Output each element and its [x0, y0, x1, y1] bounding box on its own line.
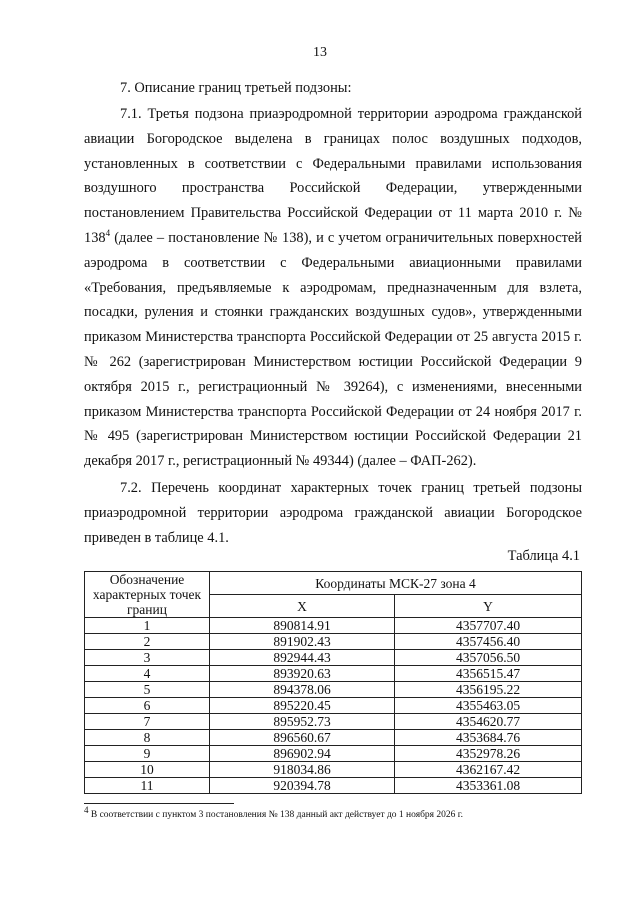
footnote: [84, 805, 584, 821]
cell-x: 918034.86: [210, 762, 395, 778]
table-row: [85, 682, 582, 698]
cell-point-number: 11: [85, 778, 210, 794]
table-row: [85, 634, 582, 650]
cell-y: 4357707.40: [395, 618, 582, 634]
cell-point-number: 1: [85, 618, 210, 634]
cell-point-number: 3: [85, 650, 210, 666]
cell-y: 4353684.76: [395, 730, 582, 746]
paragraph-7-1-text: 7.1. Третья подзона приаэродромной территории аэродрома гражданской авиации Богородское выделена в границах полос воздушных подходов, установленных в соответствии с Федеральными правилами использования воздушного пространства Российской Федерации, утвержденными постановлением Правительства Российской Федерации от 11 марта 2010 г. № 138: [84, 106, 582, 246]
table-row: [85, 730, 582, 746]
cell-y: 4352978.26: [395, 746, 582, 762]
cell-x: 895952.73: [210, 714, 395, 730]
cell-x: 893920.63: [210, 666, 395, 682]
cell-x: 895220.45: [210, 698, 395, 714]
paragraph-7-2: 7.2. Перечень координат характерных точек границ третьей подзоны приаэродромной территории аэродрома гражданской авиации Богородское приведен в таблице 4.1.: [84, 480, 582, 546]
cell-y: 4353361.08: [395, 778, 582, 794]
cell-point-number: 7: [85, 714, 210, 730]
table-row: [85, 666, 582, 682]
table-row: [85, 618, 582, 634]
footnote-separator: [84, 803, 234, 804]
cell-point-number: 4: [85, 666, 210, 682]
cell-y: 4355463.05: [395, 698, 582, 714]
cell-point-number: 10: [85, 762, 210, 778]
table-row: [85, 714, 582, 730]
cell-y: 4356515.47: [395, 666, 582, 682]
header-point-designation: Обозначение характерных точек границ: [85, 572, 210, 618]
page-number: 13: [313, 45, 327, 60]
table-row: [85, 698, 582, 714]
cell-point-number: 2: [85, 634, 210, 650]
footnote-text: В соответствии с пунктом 3 постановления № 138 данный акт действует до 1 ноября 2026 г.: [88, 810, 463, 821]
paragraph-7-1-text-continued: (далее – постановление № 138), и с учетом ограничительных поверхностей аэродрома в соответствии с Федеральными авиационными правилами «Требования, предъявляемые к аэродромам, предназначенным для взлета, посадки, руления и стоянки гражданских воздушных судов», утвержденными приказом Министерства транспорта Российской Федерации от 25 августа 2015 г. № 262 (зарегистрирован Министерством юстиции Российской Федерации 9 октября 2015 г., регистрационный № 39264), с изменениями, внесенными приказом Министерства транспорта Российской Федерации от 24 ноября 2017 г. № 495 (зарегистрирован Министерством юстиции Российской Федерации 21 декабря 2017 г., регистрационный № 49344) (далее – ФАП-262).: [84, 229, 582, 470]
cell-y: 4362167.42: [395, 762, 582, 778]
cell-y: 4356195.22: [395, 682, 582, 698]
cell-y: 4357056.50: [395, 650, 582, 666]
cell-x: 890814.91: [210, 618, 395, 634]
table-row: [85, 762, 582, 778]
header-coordinates: Координаты МСК-27 зона 4: [210, 572, 582, 595]
table-row: [85, 746, 582, 762]
coordinates-table: [84, 571, 582, 794]
cell-x: 891902.43: [210, 634, 395, 650]
cell-x: 892944.43: [210, 650, 395, 666]
paragraph-7-1: [84, 102, 582, 474]
cell-x: 894378.06: [210, 682, 395, 698]
header-x: X: [210, 595, 395, 618]
cell-x: 920394.78: [210, 778, 395, 794]
cell-point-number: 9: [85, 746, 210, 762]
footnote-mark: 4: [84, 805, 89, 815]
cell-y: 4357456.40: [395, 634, 582, 650]
cell-x: 896560.67: [210, 730, 395, 746]
header-y: Y: [395, 595, 582, 618]
table-row: [85, 650, 582, 666]
cell-point-number: 8: [85, 730, 210, 746]
cell-point-number: 6: [85, 698, 210, 714]
cell-x: 896902.94: [210, 746, 395, 762]
section-heading: 7. Описание границ третьей подзоны:: [120, 80, 352, 96]
table-row: [85, 778, 582, 794]
table-caption: Таблица 4.1: [507, 548, 580, 564]
cell-point-number: 5: [85, 682, 210, 698]
cell-y: 4354620.77: [395, 714, 582, 730]
table-body: [85, 618, 582, 794]
footnote-reference: 4: [105, 228, 111, 239]
